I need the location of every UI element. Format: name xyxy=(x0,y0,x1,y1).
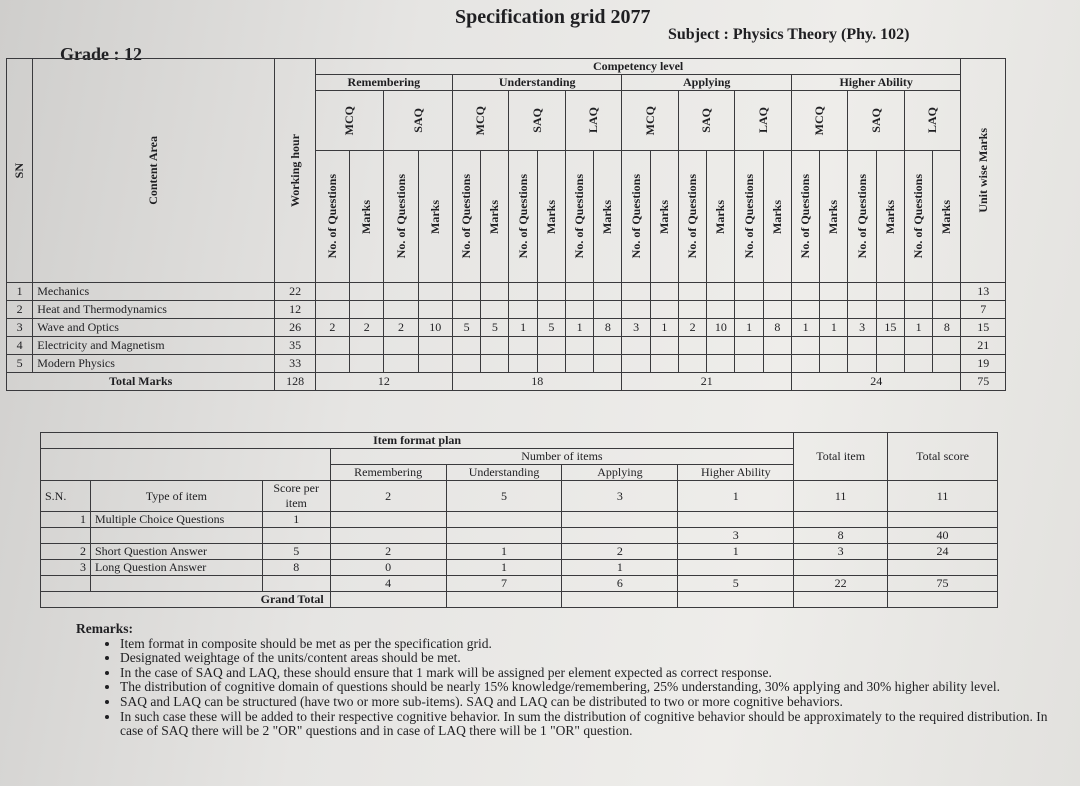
item-count: 24 xyxy=(888,544,998,560)
remark-item: • SAQ and LAQ can be structured (have two or more sub-items). SAQ and LAQ can be distributed to two or more cognitive behaviors. xyxy=(120,695,1066,710)
grid-empty-cell xyxy=(791,283,819,301)
no-of-questions-header: No. of Questions xyxy=(384,151,418,283)
item-count xyxy=(888,560,998,576)
remarks-title: Remarks: xyxy=(76,621,133,636)
question-type-header: MCQ xyxy=(452,91,509,151)
grid-empty-cell xyxy=(315,337,349,355)
grid-empty-cell xyxy=(848,301,876,319)
item-count: 5 xyxy=(678,576,794,592)
grid-empty-cell xyxy=(735,337,763,355)
grid-empty-cell xyxy=(481,355,509,373)
grid-empty-cell xyxy=(650,355,678,373)
question-type-header: LAQ xyxy=(735,91,792,151)
column-total: 3 xyxy=(562,481,678,512)
item-count: 6 xyxy=(562,576,678,592)
grid-empty-cell xyxy=(481,301,509,319)
marks-header: Marks xyxy=(350,151,384,283)
score-per-item-header: Score per item xyxy=(262,481,330,512)
question-type-header: MCQ xyxy=(622,91,679,151)
item-count: 4 xyxy=(330,576,446,592)
grid-value: 10 xyxy=(418,319,452,337)
level-header: Applying xyxy=(622,75,792,91)
grid-empty-cell xyxy=(763,283,791,301)
grid-empty-cell xyxy=(622,301,650,319)
grid-empty-cell xyxy=(933,301,961,319)
grid-empty-cell xyxy=(509,301,537,319)
grid-empty-cell xyxy=(678,337,706,355)
item-count: 1 xyxy=(446,544,562,560)
grid-empty-cell xyxy=(763,301,791,319)
grid-empty-cell xyxy=(537,283,565,301)
grid-value: 8 xyxy=(594,319,622,337)
item-count xyxy=(446,512,562,528)
type-of-item-header: Type of item xyxy=(90,481,262,512)
grid-empty-cell xyxy=(678,283,706,301)
grid-empty-cell xyxy=(933,283,961,301)
grid-empty-cell xyxy=(315,301,349,319)
grid-empty-cell xyxy=(678,301,706,319)
row-sn: 3 xyxy=(7,319,33,337)
grid-value: 2 xyxy=(315,319,349,337)
question-type-header: SAQ xyxy=(848,91,905,151)
grid-empty-cell xyxy=(876,355,904,373)
item-sn: 1 xyxy=(41,512,91,528)
unit-marks: 7 xyxy=(961,301,1006,319)
question-type-header: SAQ xyxy=(678,91,735,151)
column-total: 2 xyxy=(330,481,446,512)
marks-header: Marks xyxy=(820,151,848,283)
working-hour-header: Working hour xyxy=(275,59,315,283)
grid-empty-cell xyxy=(481,337,509,355)
item-type xyxy=(90,576,262,592)
item-count: 2 xyxy=(330,544,446,560)
item-count: 1 xyxy=(678,544,794,560)
grid-empty-cell xyxy=(876,301,904,319)
item-count xyxy=(678,560,794,576)
grid-empty-cell xyxy=(384,283,418,301)
grid-empty-cell xyxy=(565,355,593,373)
grid-empty-cell xyxy=(650,337,678,355)
grid-empty-cell xyxy=(848,283,876,301)
score-per-item xyxy=(262,576,330,592)
item-count: 75 xyxy=(888,576,998,592)
item-count: 0 xyxy=(330,560,446,576)
no-of-questions-header: No. of Questions xyxy=(622,151,650,283)
grid-empty-cell xyxy=(933,355,961,373)
grid-empty-cell xyxy=(820,283,848,301)
marks-header: Marks xyxy=(650,151,678,283)
grid-empty-cell xyxy=(418,301,452,319)
grid-value: 1 xyxy=(565,319,593,337)
question-type-header: MCQ xyxy=(315,91,384,151)
item-count xyxy=(446,528,562,544)
grid-empty-cell xyxy=(763,355,791,373)
item-format-title: Item format plan xyxy=(41,433,794,449)
unit-marks: 13 xyxy=(961,283,1006,301)
total-marks-label: Total Marks xyxy=(7,373,275,391)
grid-empty-cell xyxy=(594,283,622,301)
grid-value: 5 xyxy=(481,319,509,337)
level-header: Higher Ability xyxy=(791,75,961,91)
grid-empty-cell xyxy=(904,301,932,319)
level-total: 21 xyxy=(622,373,792,391)
marks-header: Marks xyxy=(763,151,791,283)
grid-empty-cell xyxy=(594,301,622,319)
item-count xyxy=(562,528,678,544)
total-hour: 128 xyxy=(275,373,315,391)
grid-empty-cell xyxy=(452,355,480,373)
item-count: 3 xyxy=(678,528,794,544)
grid-empty-cell xyxy=(565,301,593,319)
working-hour: 26 xyxy=(275,319,315,337)
grid-empty-cell xyxy=(594,337,622,355)
grid-empty-cell xyxy=(565,337,593,355)
grand-total-label: Grand Total xyxy=(41,592,331,608)
working-hour: 12 xyxy=(275,301,315,319)
column-total: 5 xyxy=(446,481,562,512)
grid-value: 1 xyxy=(509,319,537,337)
content-area: Electricity and Magnetism xyxy=(33,337,275,355)
level-header: Understanding xyxy=(446,465,562,481)
row-sn: 2 xyxy=(7,301,33,319)
item-count: 8 xyxy=(794,528,888,544)
grid-value: 10 xyxy=(707,319,735,337)
grid-empty-cell xyxy=(418,337,452,355)
item-type: Multiple Choice Questions xyxy=(90,512,262,528)
item-count: 1 xyxy=(562,560,678,576)
grid-empty-cell xyxy=(350,283,384,301)
remarks-section xyxy=(76,622,1066,739)
total-item-header: Total item xyxy=(794,433,888,481)
grid-value: 2 xyxy=(350,319,384,337)
grid-empty-cell xyxy=(509,355,537,373)
level-total: 18 xyxy=(452,373,622,391)
competency-level-header: Competency level xyxy=(315,59,961,75)
unit-marks: 19 xyxy=(961,355,1006,373)
grid-value: 2 xyxy=(384,319,418,337)
grid-value: 2 xyxy=(678,319,706,337)
grid-empty-cell xyxy=(452,301,480,319)
no-of-questions-header: No. of Questions xyxy=(315,151,349,283)
item-count: 2 xyxy=(562,544,678,560)
grid-empty-cell xyxy=(876,337,904,355)
content-area: Modern Physics xyxy=(33,355,275,373)
remark-item: • In the case of SAQ and LAQ, these should ensure that 1 mark will be assigned per element expected as correct response. xyxy=(120,666,1066,681)
grid-empty-cell xyxy=(707,283,735,301)
score-per-item: 1 xyxy=(262,512,330,528)
working-hour: 22 xyxy=(275,283,315,301)
sn-header: S.N. xyxy=(41,481,91,512)
number-of-items-header: Number of items xyxy=(330,449,794,465)
grid-empty-cell xyxy=(904,337,932,355)
unit-marks: 15 xyxy=(961,319,1006,337)
item-count xyxy=(330,528,446,544)
remarks-list xyxy=(76,637,1066,739)
grid-empty-cell xyxy=(537,301,565,319)
level-header: Remembering xyxy=(315,75,452,91)
grid-empty-cell xyxy=(622,355,650,373)
grid-empty-cell xyxy=(707,337,735,355)
grid-value: 5 xyxy=(537,319,565,337)
total-unit-marks: 75 xyxy=(961,373,1006,391)
grid-empty-cell xyxy=(315,355,349,373)
item-sn: 2 xyxy=(41,544,91,560)
level-header: Applying xyxy=(562,465,678,481)
item-count xyxy=(794,512,888,528)
remark-item: • Designated weightage of the units/content areas should be met. xyxy=(120,651,1066,666)
question-type-header: SAQ xyxy=(509,91,566,151)
no-of-questions-header: No. of Questions xyxy=(848,151,876,283)
grid-empty-cell xyxy=(904,355,932,373)
grid-empty-cell xyxy=(791,337,819,355)
score-per-item xyxy=(262,528,330,544)
score-per-item: 8 xyxy=(262,560,330,576)
grid-value: 3 xyxy=(622,319,650,337)
grid-empty-cell xyxy=(384,337,418,355)
grid-empty-cell xyxy=(820,337,848,355)
grid-empty-cell xyxy=(933,337,961,355)
grid-empty-cell xyxy=(848,337,876,355)
grid-empty-cell xyxy=(791,301,819,319)
grid-empty-cell xyxy=(418,355,452,373)
column-total: 1 xyxy=(678,481,794,512)
grid-empty-cell xyxy=(876,283,904,301)
content-area-header: Content Area xyxy=(33,59,275,283)
level-header: Higher Ability xyxy=(678,465,794,481)
item-type: Short Question Answer xyxy=(90,544,262,560)
no-of-questions-header: No. of Questions xyxy=(509,151,537,283)
item-header-spacer xyxy=(41,449,331,481)
level-header: Understanding xyxy=(452,75,622,91)
grid-empty-cell xyxy=(650,283,678,301)
grid-value: 5 xyxy=(452,319,480,337)
grid-value: 1 xyxy=(735,319,763,337)
item-count xyxy=(678,512,794,528)
item-type: Long Question Answer xyxy=(90,560,262,576)
content-area: Mechanics xyxy=(33,283,275,301)
grid-empty-cell xyxy=(315,283,349,301)
item-sn: 3 xyxy=(41,560,91,576)
item-count xyxy=(330,512,446,528)
no-of-questions-header: No. of Questions xyxy=(791,151,819,283)
item-count: 22 xyxy=(794,576,888,592)
grid-value: 8 xyxy=(763,319,791,337)
grid-empty-cell xyxy=(820,301,848,319)
item-format-table xyxy=(40,432,998,608)
grid-empty-cell xyxy=(735,283,763,301)
question-type-header: SAQ xyxy=(384,91,453,151)
row-sn: 1 xyxy=(7,283,33,301)
marks-header: Marks xyxy=(537,151,565,283)
grid-empty-cell xyxy=(904,283,932,301)
question-type-header: MCQ xyxy=(791,91,848,151)
no-of-questions-header: No. of Questions xyxy=(452,151,480,283)
grid-empty-cell xyxy=(594,355,622,373)
grid-empty-cell xyxy=(537,337,565,355)
score-per-item: 5 xyxy=(262,544,330,560)
grid-empty-cell xyxy=(452,283,480,301)
grid-empty-cell xyxy=(820,355,848,373)
no-of-questions-header: No. of Questions xyxy=(904,151,932,283)
unit-wise-marks-header: Unit wise Marks xyxy=(961,59,1006,283)
grid-empty-cell xyxy=(509,283,537,301)
item-sn xyxy=(41,528,91,544)
specification-grid-table xyxy=(6,58,1006,391)
grid-empty-cell xyxy=(848,355,876,373)
item-count xyxy=(794,560,888,576)
grid-empty-cell xyxy=(537,355,565,373)
item-count: 3 xyxy=(794,544,888,560)
marks-header: Marks xyxy=(876,151,904,283)
item-count: 7 xyxy=(446,576,562,592)
grid-value: 1 xyxy=(904,319,932,337)
content-area: Heat and Thermodynamics xyxy=(33,301,275,319)
question-type-header: LAQ xyxy=(565,91,622,151)
grid-value: 8 xyxy=(933,319,961,337)
no-of-questions-header: No. of Questions xyxy=(678,151,706,283)
grid-value: 3 xyxy=(848,319,876,337)
grid-value: 15 xyxy=(876,319,904,337)
level-total: 24 xyxy=(791,373,961,391)
working-hour: 35 xyxy=(275,337,315,355)
row-sn: 5 xyxy=(7,355,33,373)
row-sn: 4 xyxy=(7,337,33,355)
grid-empty-cell xyxy=(650,301,678,319)
item-count xyxy=(562,512,678,528)
grid-empty-cell xyxy=(481,283,509,301)
grid-empty-cell xyxy=(735,355,763,373)
grid-empty-cell xyxy=(763,337,791,355)
grid-empty-cell xyxy=(418,283,452,301)
content-area: Wave and Optics xyxy=(33,319,275,337)
no-of-questions-header: No. of Questions xyxy=(735,151,763,283)
grid-empty-cell xyxy=(735,301,763,319)
grade-label: Grade : 12 xyxy=(60,44,142,64)
grid-value: 1 xyxy=(650,319,678,337)
level-header: Remembering xyxy=(330,465,446,481)
marks-header: Marks xyxy=(933,151,961,283)
no-of-questions-header: No. of Questions xyxy=(565,151,593,283)
document-title: Specification grid 2077 xyxy=(455,6,651,28)
grid-empty-cell xyxy=(622,337,650,355)
grid-empty-cell xyxy=(350,337,384,355)
total-score-header: Total score xyxy=(888,433,998,481)
question-type-header: LAQ xyxy=(904,91,961,151)
column-total: 11 xyxy=(888,481,998,512)
column-total: 11 xyxy=(794,481,888,512)
item-type xyxy=(90,528,262,544)
unit-marks: 21 xyxy=(961,337,1006,355)
grid-empty-cell xyxy=(384,301,418,319)
grid-empty-cell xyxy=(622,283,650,301)
remark-item: • The distribution of cognitive domain of questions should be nearly 15% knowledge/remembering, 25% understanding, 30% applying and 30% higher ability level. xyxy=(120,680,1066,695)
item-count: 40 xyxy=(888,528,998,544)
subject-label: Subject : Physics Theory (Phy. 102) xyxy=(668,26,910,43)
grid-empty-cell xyxy=(707,301,735,319)
grid-value: 1 xyxy=(791,319,819,337)
grid-empty-cell xyxy=(350,301,384,319)
grid-empty-cell xyxy=(452,337,480,355)
grid-empty-cell xyxy=(678,355,706,373)
sn-header: SN xyxy=(7,59,33,283)
grid-empty-cell xyxy=(509,337,537,355)
grid-empty-cell xyxy=(384,355,418,373)
marks-header: Marks xyxy=(707,151,735,283)
grid-value: 1 xyxy=(820,319,848,337)
working-hour: 33 xyxy=(275,355,315,373)
marks-header: Marks xyxy=(594,151,622,283)
remark-item: • In such case these will be added to their respective cognitive behavior. In sum the distribution of cognitive behavior should be approximately to the required distribution. In case of SAQ there will be 2 "OR" questions and in case of LAQ there will be 1 "OR" question. xyxy=(120,710,1066,739)
remark-item: • Item format in composite should be met as per the specification grid. xyxy=(120,637,1066,652)
grid-empty-cell xyxy=(350,355,384,373)
item-count xyxy=(888,512,998,528)
level-total: 12 xyxy=(315,373,452,391)
item-sn xyxy=(41,576,91,592)
grid-empty-cell xyxy=(707,355,735,373)
grid-empty-cell xyxy=(791,355,819,373)
grid-empty-cell xyxy=(565,283,593,301)
marks-header: Marks xyxy=(418,151,452,283)
item-count: 1 xyxy=(446,560,562,576)
marks-header: Marks xyxy=(481,151,509,283)
